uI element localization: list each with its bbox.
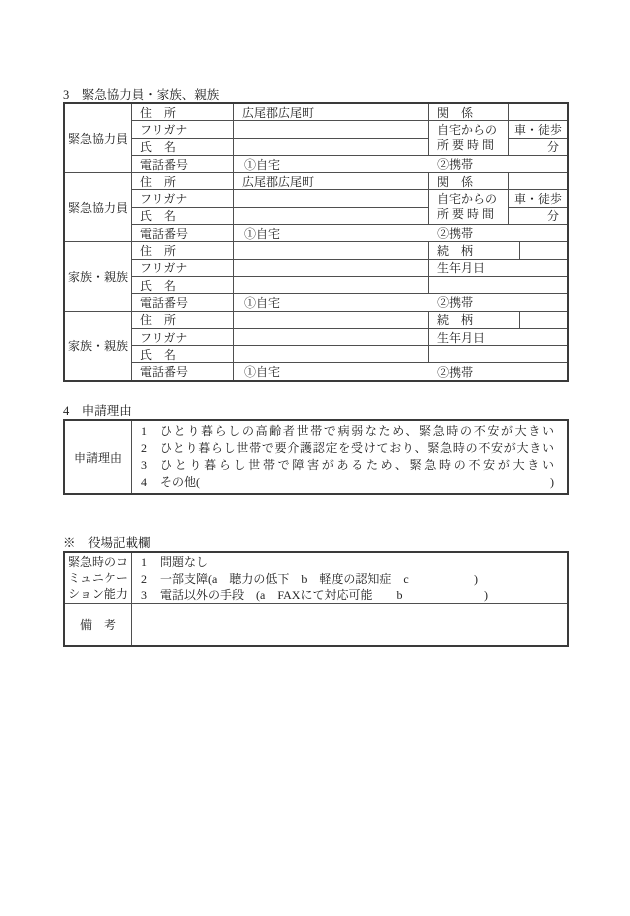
furigana-value-cell: [234, 329, 428, 345]
emergency-contact-block-1: [65, 104, 567, 172]
communication-option-text: 一部支障(a 聴力の低下 b 軽度の認知症 c: [160, 571, 409, 586]
name-value-cell: [234, 208, 428, 224]
name-value-cell: [234, 277, 428, 293]
contacts-table: [63, 102, 569, 382]
relationship-value-cell: [520, 242, 567, 258]
group-label: 家族・親族: [65, 312, 131, 380]
phone-value-cell: [234, 156, 567, 172]
name-label: 氏 名: [132, 277, 233, 293]
address-value-cell: [234, 242, 428, 258]
communication-ability-label-line2: ミュニケー: [68, 571, 128, 585]
communication-ability-label: [65, 553, 131, 603]
communication-option-number: 1: [141, 555, 147, 569]
minutes-label: 分: [509, 208, 567, 224]
birthdate-value-cell: [429, 277, 567, 293]
emergency-contact-block-2: [65, 173, 567, 241]
birthdate-value-cell: [429, 346, 567, 362]
reason-option-text: ひとり暮らし世帯で要介護認定を受けており、緊急時の不安が大きい: [160, 441, 554, 455]
communication-option-text: 問題なし: [160, 555, 209, 569]
communication-option-number: 3: [141, 588, 147, 602]
minutes-label: 分: [509, 139, 567, 155]
blank-fill-space: [402, 587, 484, 603]
reason-option-3: [141, 457, 567, 474]
reason-option-text: ひとり暮らしの高齢者世帯で病弱なため、緊急時の不安が大きい: [160, 424, 554, 438]
relation-value-cell: [509, 104, 567, 120]
communication-option-line: [160, 587, 488, 603]
reason-option-number: 4: [141, 475, 147, 489]
reason-option-1: [141, 423, 567, 440]
phone-label: 電話番号: [132, 294, 233, 310]
group-label: 緊急協力員: [65, 173, 131, 241]
phone-label: 電話番号: [132, 225, 233, 241]
travel-time-label: [429, 190, 508, 224]
reason-options-cell: [132, 421, 567, 493]
phone-home-label: ①自宅: [244, 157, 281, 172]
furigana-label: フリガナ: [132, 260, 233, 276]
reason-option-number: 1: [141, 424, 147, 438]
address-label: 住 所: [132, 104, 233, 120]
section-3-heading: 3 緊急協力員・家族、親族: [63, 88, 220, 102]
remarks-value-cell: [132, 604, 567, 645]
communication-ability-label-line3: ション能力: [68, 587, 128, 601]
section-4-heading: 4 申請理由: [63, 404, 132, 418]
address-label: 住 所: [132, 312, 233, 328]
group-label: 家族・親族: [65, 242, 131, 310]
relation-label: 関 係: [429, 173, 508, 189]
blank-fill-space: [200, 474, 550, 491]
travel-time-label-line1: 自宅からの: [437, 123, 498, 138]
travel-mode-label: 車・徒歩: [509, 190, 567, 206]
relation-label: 関 係: [429, 104, 508, 120]
phone-home-label: ①自宅: [244, 295, 281, 310]
phone-value-cell: [234, 225, 567, 241]
remarks-label: 備 考: [65, 604, 131, 645]
furigana-value-cell: [234, 121, 428, 137]
communication-ability-label-line1: 緊急時のコ: [67, 555, 128, 569]
address-value: 広尾郡広尾町: [234, 104, 428, 120]
travel-time-label: [429, 121, 508, 155]
group-label: 緊急協力員: [65, 104, 131, 172]
furigana-label: フリガナ: [132, 190, 233, 206]
name-value-cell: [234, 346, 428, 362]
reason-option-number: 3: [141, 458, 147, 472]
phone-value-cell: [234, 363, 567, 379]
closing-paren: ): [550, 475, 554, 489]
communication-option-text: 電話以外の手段 (a FAXにて対応可能 b: [160, 588, 403, 602]
communication-option-3: [141, 587, 567, 603]
name-value-cell: [234, 139, 428, 155]
travel-time-label-line2: 所 要 時 間: [437, 207, 495, 222]
name-label: 氏 名: [132, 139, 233, 155]
furigana-label: フリガナ: [132, 329, 233, 345]
office-use-table: [63, 551, 569, 647]
relationship-label: 続 柄: [429, 312, 519, 328]
travel-mode-label: 車・徒歩: [509, 121, 567, 137]
travel-time-label-line2: 所 要 時 間: [437, 138, 495, 153]
communication-option-2: [141, 571, 567, 588]
phone-mobile-label: ②携帯: [437, 157, 474, 172]
reason-option-text: その他(: [160, 475, 200, 489]
communication-option-line: [160, 571, 478, 588]
blank-fill-space: [409, 571, 474, 588]
name-label: 氏 名: [132, 346, 233, 362]
address-label: 住 所: [132, 173, 233, 189]
reason-option-number: 2: [141, 441, 147, 455]
birthdate-label: 生年月日: [429, 329, 567, 345]
address-label: 住 所: [132, 242, 233, 258]
travel-time-label-line1: 自宅からの: [437, 192, 498, 207]
communication-ability-options-cell: [132, 553, 567, 603]
phone-value-cell: [234, 294, 567, 310]
relationship-label: 続 柄: [429, 242, 519, 258]
phone-home-label: ①自宅: [244, 365, 281, 380]
reason-option-2: [141, 440, 567, 457]
family-contact-block-1: [65, 242, 567, 310]
phone-label: 電話番号: [132, 363, 233, 379]
reason-option-4: [141, 474, 567, 491]
furigana-value-cell: [234, 190, 428, 206]
family-contact-block-2: [65, 312, 567, 380]
reason-table: [63, 419, 569, 495]
reason-option-text: ひとり暮らし世帯で障害があるため、緊急時の不安が大きい: [160, 458, 554, 472]
address-value-cell: [234, 312, 428, 328]
furigana-value-cell: [234, 260, 428, 276]
closing-paren: ): [484, 588, 488, 602]
office-use-heading: ※ 役場記載欄: [63, 536, 151, 550]
birthdate-label: 生年月日: [429, 260, 567, 276]
address-value: 広尾郡広尾町: [234, 173, 428, 189]
relation-value-cell: [509, 173, 567, 189]
phone-home-label: ①自宅: [244, 226, 281, 241]
reason-row-label: 申請理由: [65, 421, 131, 493]
phone-mobile-label: ②携帯: [437, 226, 474, 241]
reason-option-other: [160, 474, 554, 491]
relationship-value-cell: [520, 312, 567, 328]
communication-option-1: [141, 554, 567, 571]
name-label: 氏 名: [132, 208, 233, 224]
furigana-label: フリガナ: [132, 121, 233, 137]
closing-paren: ): [474, 571, 478, 586]
communication-option-number: 2: [141, 571, 147, 586]
phone-mobile-label: ②携帯: [437, 295, 474, 310]
phone-label: 電話番号: [132, 156, 233, 172]
phone-mobile-label: ②携帯: [437, 365, 474, 380]
